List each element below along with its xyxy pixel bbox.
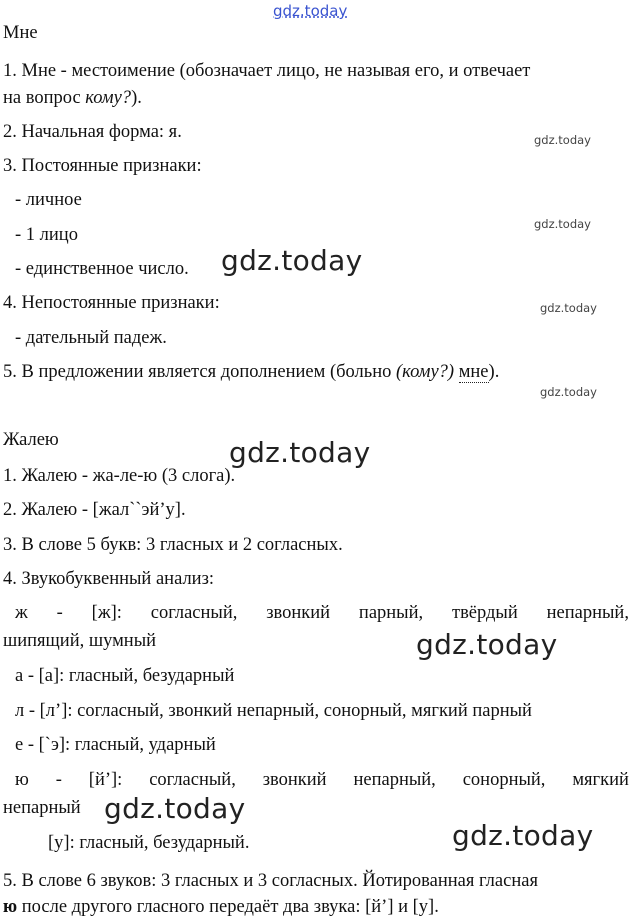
word2-letter-e: е - [`э]: гласный, ударный — [15, 735, 216, 755]
watermark-large: gdz.today — [104, 792, 246, 825]
word2-point5-bold-letter: ю — [3, 897, 18, 917]
word1-point2: 2. Начальная форма: я. — [3, 122, 182, 142]
word2-point5-rest: после другого гласного передаёт два звука: [й’] и [у]. — [17, 897, 439, 917]
watermark-small: gdz.today — [540, 301, 597, 315]
zh-part: звонкий — [266, 603, 331, 623]
zh-part: непарный, — [546, 603, 629, 623]
yu-part: сонорный, — [462, 770, 546, 790]
yu-part: [й’]: — [88, 770, 123, 790]
word1-point1-end: ). — [131, 88, 142, 108]
watermark-small: gdz.today — [534, 217, 591, 231]
word2-letter-zh-line2: шипящий, шумный — [3, 631, 157, 651]
word2-point2: 2. Жалею - [жал``эй’у]. — [3, 500, 186, 520]
word2-letter-yu-line2: непарный — [3, 798, 81, 818]
word2-point1: 1. Жалею - жа-ле-ю (3 слога). — [3, 466, 236, 486]
watermark-small: gdz.today — [534, 133, 591, 147]
word2-point5-line2 — [3, 896, 439, 918]
watermark-large: gdz.today — [221, 244, 363, 277]
word1-point1-line1: 1. Мне - местоимение (обозначает лицо, не называя его, и отвечает — [3, 61, 531, 81]
yu-part: звонкий — [262, 770, 327, 790]
zh-part: ж — [15, 603, 28, 623]
word2-point5-line1: 5. В слове 6 звуков: 3 гласных и 3 согласных. Йотированная гласная — [3, 871, 538, 891]
zh-part: твёрдый — [451, 603, 518, 623]
word1-point1-text: на вопрос — [3, 88, 86, 108]
word1-point5-question: (кому?) — [395, 362, 455, 382]
word2-point3: 3. В слове 5 букв: 3 гласных и 2 согласных. — [3, 535, 343, 555]
word1-point4-item1: - дательный падеж. — [15, 328, 167, 348]
word1-point5-text: 5. В предложении является дополнением (больно — [3, 362, 396, 382]
zh-part: согласный, — [150, 603, 238, 623]
word2-letter-zh-line1 — [15, 602, 629, 624]
word2-title: Жалею — [3, 430, 59, 450]
word1-point5 — [3, 361, 499, 383]
word1-point3-item2: - 1 лицо — [15, 225, 78, 245]
word1-title: Мне — [3, 23, 38, 43]
watermark-top: gdz.today — [273, 2, 348, 20]
word1-point3: 3. Постоянные признаки: — [3, 156, 202, 176]
zh-part: парный, — [358, 603, 424, 623]
word1-point3-item1: - личное — [15, 190, 82, 210]
word1-question-italic: кому? — [85, 88, 132, 108]
word1-point1-line2 — [3, 87, 142, 109]
yu-part: ю — [15, 770, 29, 790]
word1-point3-item3: - единственное число. — [15, 259, 189, 279]
word2-letter-l: л - [л’]: согласный, звонкий непарный, сонорный, мягкий парный — [15, 701, 532, 721]
watermark-large: gdz.today — [229, 436, 371, 469]
word2-letter-yu-line1 — [15, 769, 629, 791]
yu-part: - — [55, 770, 62, 790]
word2-point4: 4. Звукобуквенный анализ: — [3, 569, 215, 589]
yu-part: мягкий — [572, 770, 629, 790]
yu-part: непарный, — [353, 770, 436, 790]
yu-part: согласный, — [149, 770, 236, 790]
word1-point5-underlined-word: мне — [458, 362, 489, 382]
watermark-large: gdz.today — [416, 628, 558, 661]
watermark-small: gdz.today — [540, 385, 597, 399]
word1-point4: 4. Непостоянные признаки: — [3, 293, 220, 313]
zh-part: [ж]: — [91, 603, 122, 623]
word2-letter-a: а - [а]: гласный, безударный — [15, 666, 235, 686]
word1-point5-end: ). — [488, 362, 500, 382]
word2-letter-yu-line3: [у]: гласный, безударный. — [48, 833, 250, 853]
watermark-large: gdz.today — [452, 819, 594, 852]
zh-part: - — [56, 603, 63, 623]
